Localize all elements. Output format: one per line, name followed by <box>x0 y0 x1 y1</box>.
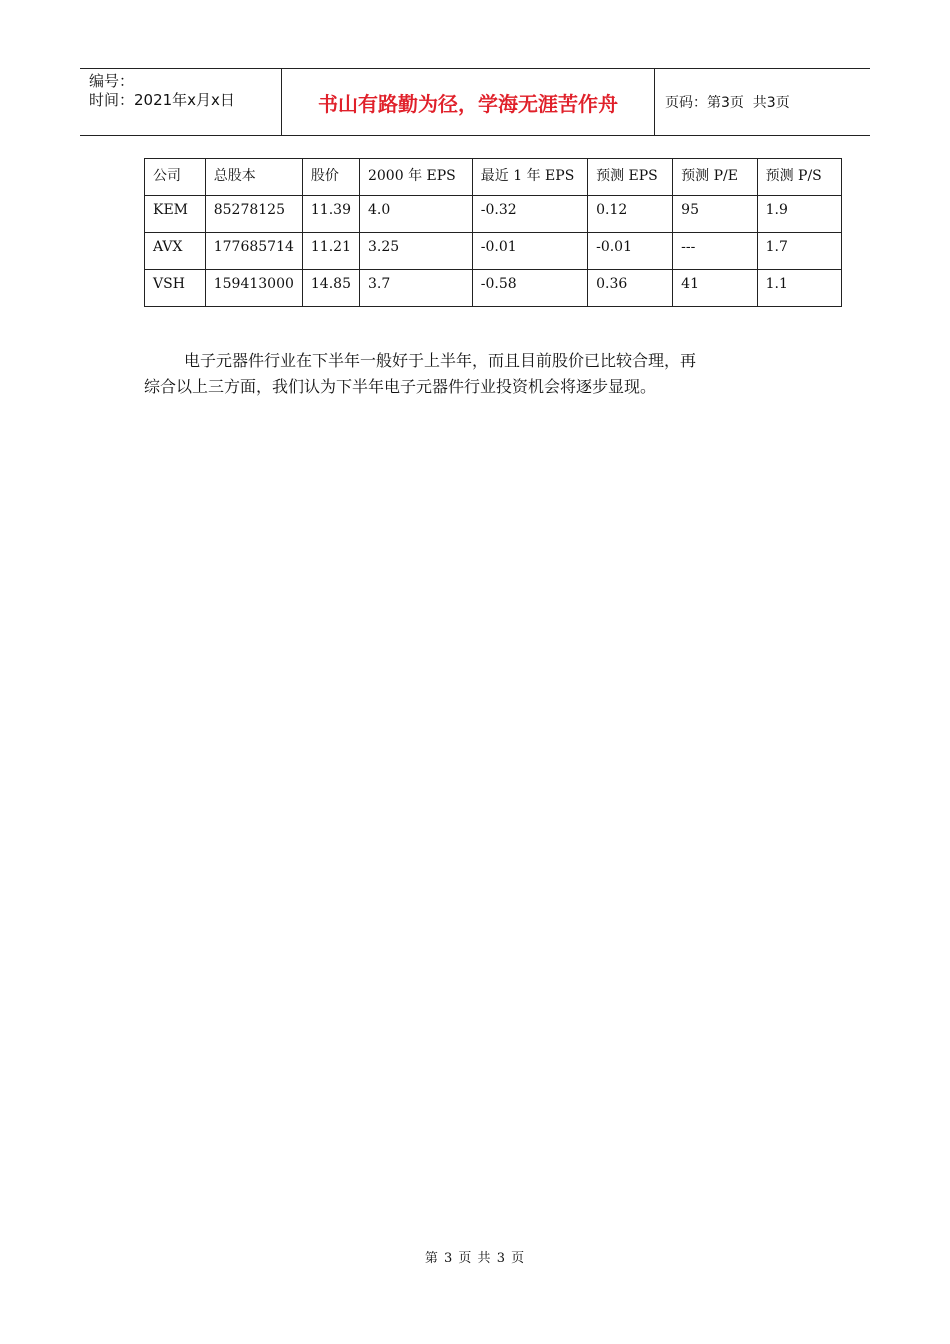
table-cell: VSH <box>145 270 206 307</box>
table-cell: 95 <box>673 196 757 233</box>
table-cell: 14.85 <box>302 270 359 307</box>
header-cell: 总股本 <box>205 159 302 196</box>
table-cell: KEM <box>145 196 206 233</box>
body-paragraph <box>144 348 824 400</box>
table-cell: 3.7 <box>359 270 472 307</box>
stock-table <box>144 158 842 307</box>
paragraph-line: 综合以上三方面，我们认为下半年电子元器件行业投资机会将逐步显现。 <box>144 377 657 396</box>
table-cell: 4.0 <box>359 196 472 233</box>
table-cell: 159413000 <box>205 270 302 307</box>
table-cell: --- <box>673 233 757 270</box>
page-header <box>80 68 870 136</box>
header-cell: 公司 <box>145 159 206 196</box>
table-cell: -0.32 <box>472 196 587 233</box>
header-cell: 2000 年 EPS <box>359 159 472 196</box>
table-row <box>145 233 842 270</box>
header-cell: 预测 P/E <box>673 159 757 196</box>
table-cell: 0.12 <box>588 196 673 233</box>
table-cell: 0.36 <box>588 270 673 307</box>
header-motto: 书山有路勤为径，学海无涯苦作舟 <box>282 69 655 135</box>
table-cell: -0.01 <box>472 233 587 270</box>
time-label: 时间：2021年x月x日 <box>89 91 235 109</box>
table-cell: 85278125 <box>205 196 302 233</box>
table-header-row <box>145 159 842 196</box>
header-cell: 预测 EPS <box>588 159 673 196</box>
table-cell: AVX <box>145 233 206 270</box>
table-cell: 1.9 <box>757 196 841 233</box>
table-row <box>145 270 842 307</box>
table-cell: 3.25 <box>359 233 472 270</box>
header-cell: 最近 1 年 EPS <box>472 159 587 196</box>
header-meta <box>80 69 282 135</box>
table-cell: 1.7 <box>757 233 841 270</box>
table-cell: -0.58 <box>472 270 587 307</box>
table-cell: 177685714 <box>205 233 302 270</box>
page-info-text: 页码：第3页 共3页 <box>665 95 790 111</box>
table-cell: 11.39 <box>302 196 359 233</box>
table-cell: 11.21 <box>302 233 359 270</box>
header-cell: 预测 P/S <box>757 159 841 196</box>
table-cell: 1.1 <box>757 270 841 307</box>
table-cell: -0.01 <box>588 233 673 270</box>
page-footer: 第 3 页 共 3 页 <box>424 1251 526 1266</box>
paragraph-line: 电子元器件行业在下半年一般好于上半年，而且目前股价已比较合理，再 <box>184 351 697 370</box>
number-label: 编号： <box>89 72 135 90</box>
table-cell: 41 <box>673 270 757 307</box>
header-page-info <box>655 69 870 135</box>
header-cell: 股价 <box>302 159 359 196</box>
table-row <box>145 196 842 233</box>
